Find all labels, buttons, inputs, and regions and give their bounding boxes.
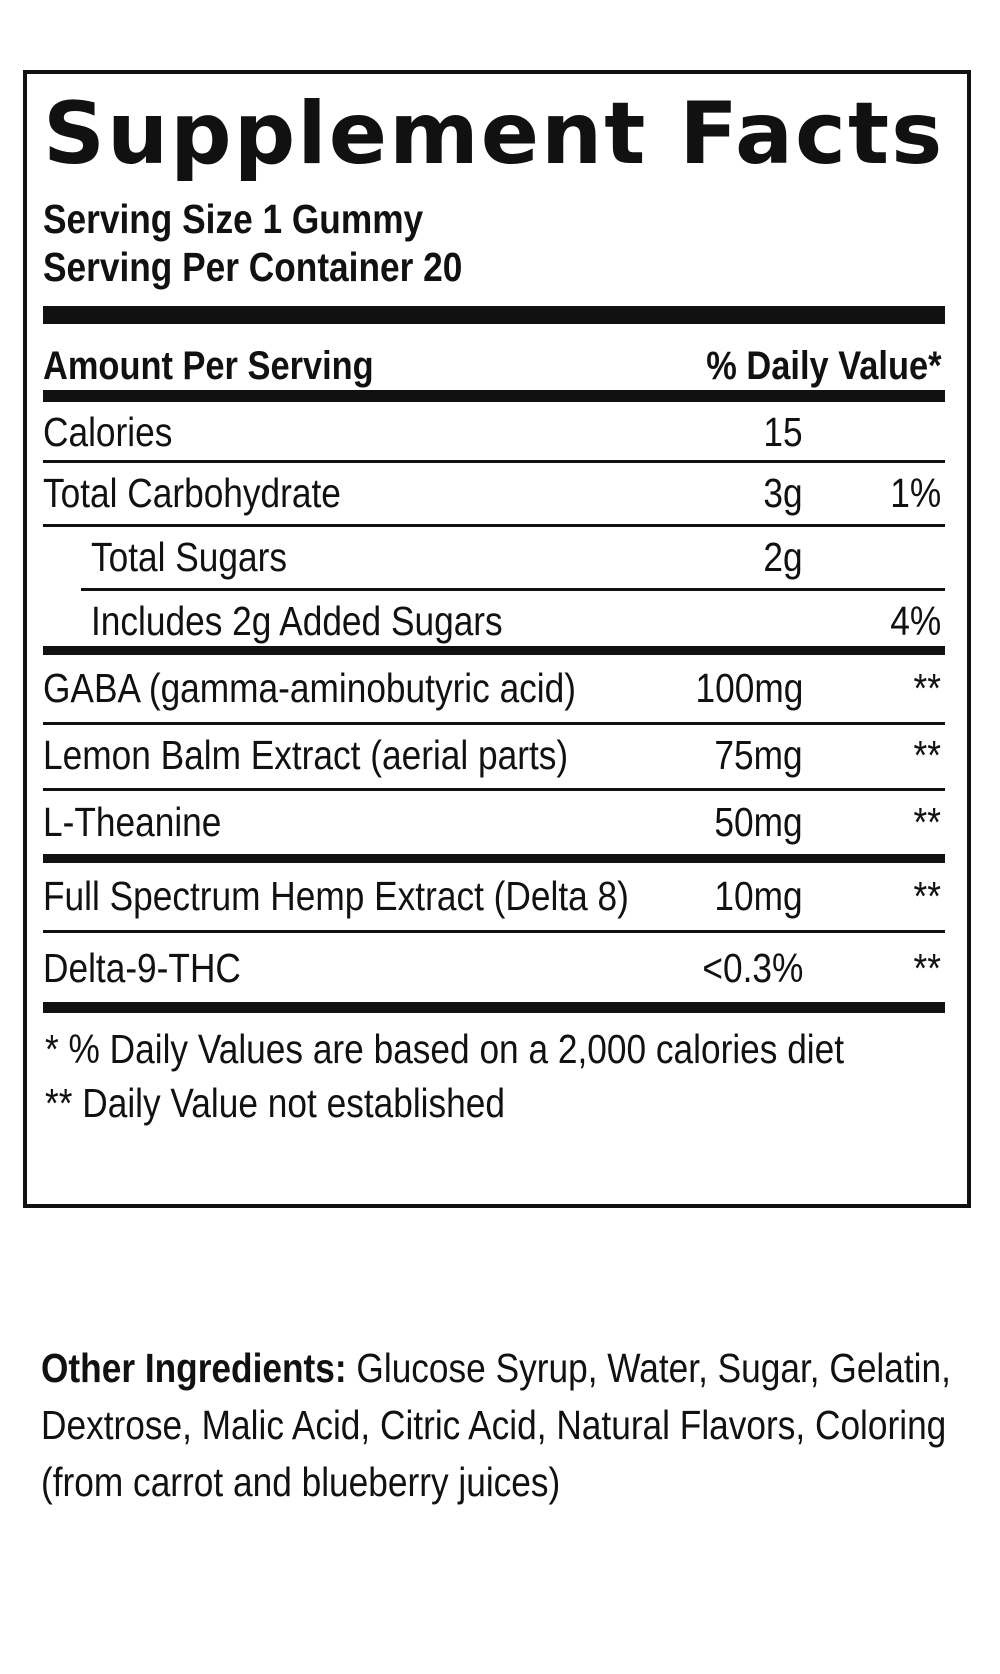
header-daily-value: % Daily Value* [705, 344, 941, 388]
row-total-sugars [27, 527, 967, 587]
row-daily-value: 1% [890, 470, 941, 516]
row-amount: 75mg [714, 732, 803, 778]
row-name: Total Sugars [91, 534, 287, 580]
row-daily-value: ** [913, 799, 941, 845]
supplement-facts-panel [23, 70, 971, 1208]
row-name: Calories [43, 409, 173, 455]
row-daily-value: 4% [890, 598, 941, 644]
header-amount-per-serving: Amount Per Serving [43, 344, 374, 388]
thick-divider [43, 854, 945, 863]
divider [43, 930, 945, 933]
row-amount: 15 [763, 409, 803, 455]
row-gaba [27, 658, 967, 718]
row-daily-value: ** [913, 665, 941, 711]
row-amount: 100mg [695, 665, 803, 711]
row-name: Includes 2g Added Sugars [91, 598, 503, 644]
other-ingredients [41, 1340, 953, 1511]
thick-divider-header [43, 390, 945, 402]
row-lemon-balm [27, 725, 967, 785]
row-calories [27, 402, 967, 462]
other-ingredients-label: Other Ingredients: [41, 1345, 347, 1391]
divider [43, 788, 945, 791]
row-amount: 10mg [714, 873, 803, 919]
footnote-not-established: ** Daily Value not established [45, 1080, 505, 1126]
row-total-carbohydrate [27, 463, 967, 523]
row-name: L-Theanine [43, 799, 222, 845]
row-hemp-extract [27, 866, 967, 926]
serving-size: Serving Size 1 Gummy [43, 196, 424, 242]
row-amount: 50mg [714, 799, 803, 845]
row-name: Total Carbohydrate [43, 470, 341, 516]
row-amount: <0.3% [702, 945, 803, 991]
other-ingredients-text: Glucose Syrup, Water, Sugar, Gelatin, Dextrose, Malic Acid, Citric Acid, Natural Flavors, Coloring (from carrot and blueberry juices) [41, 1345, 951, 1505]
thick-divider-top [43, 306, 945, 324]
servings-per-container: Serving Per Container 20 [43, 244, 463, 290]
footnote-daily-values: * % Daily Values are based on a 2,000 calories diet [45, 1026, 845, 1072]
row-added-sugars [27, 591, 967, 651]
row-daily-value: ** [913, 873, 941, 919]
row-daily-value: ** [913, 732, 941, 778]
row-l-theanine [27, 792, 967, 852]
thick-divider [43, 646, 945, 655]
panel-title: Supplement Facts [43, 84, 945, 184]
row-daily-value: ** [913, 945, 941, 991]
row-name: Lemon Balm Extract (aerial parts) [43, 732, 569, 778]
thick-divider-bottom [43, 1002, 945, 1013]
row-name: Full Spectrum Hemp Extract (Delta 8) [43, 873, 629, 919]
row-amount: 3g [763, 470, 803, 516]
row-name: GABA (gamma-aminobutyric acid) [43, 665, 576, 711]
row-delta-9-thc [27, 938, 967, 998]
row-name: Delta-9-THC [43, 945, 241, 991]
row-amount: 2g [763, 534, 803, 580]
